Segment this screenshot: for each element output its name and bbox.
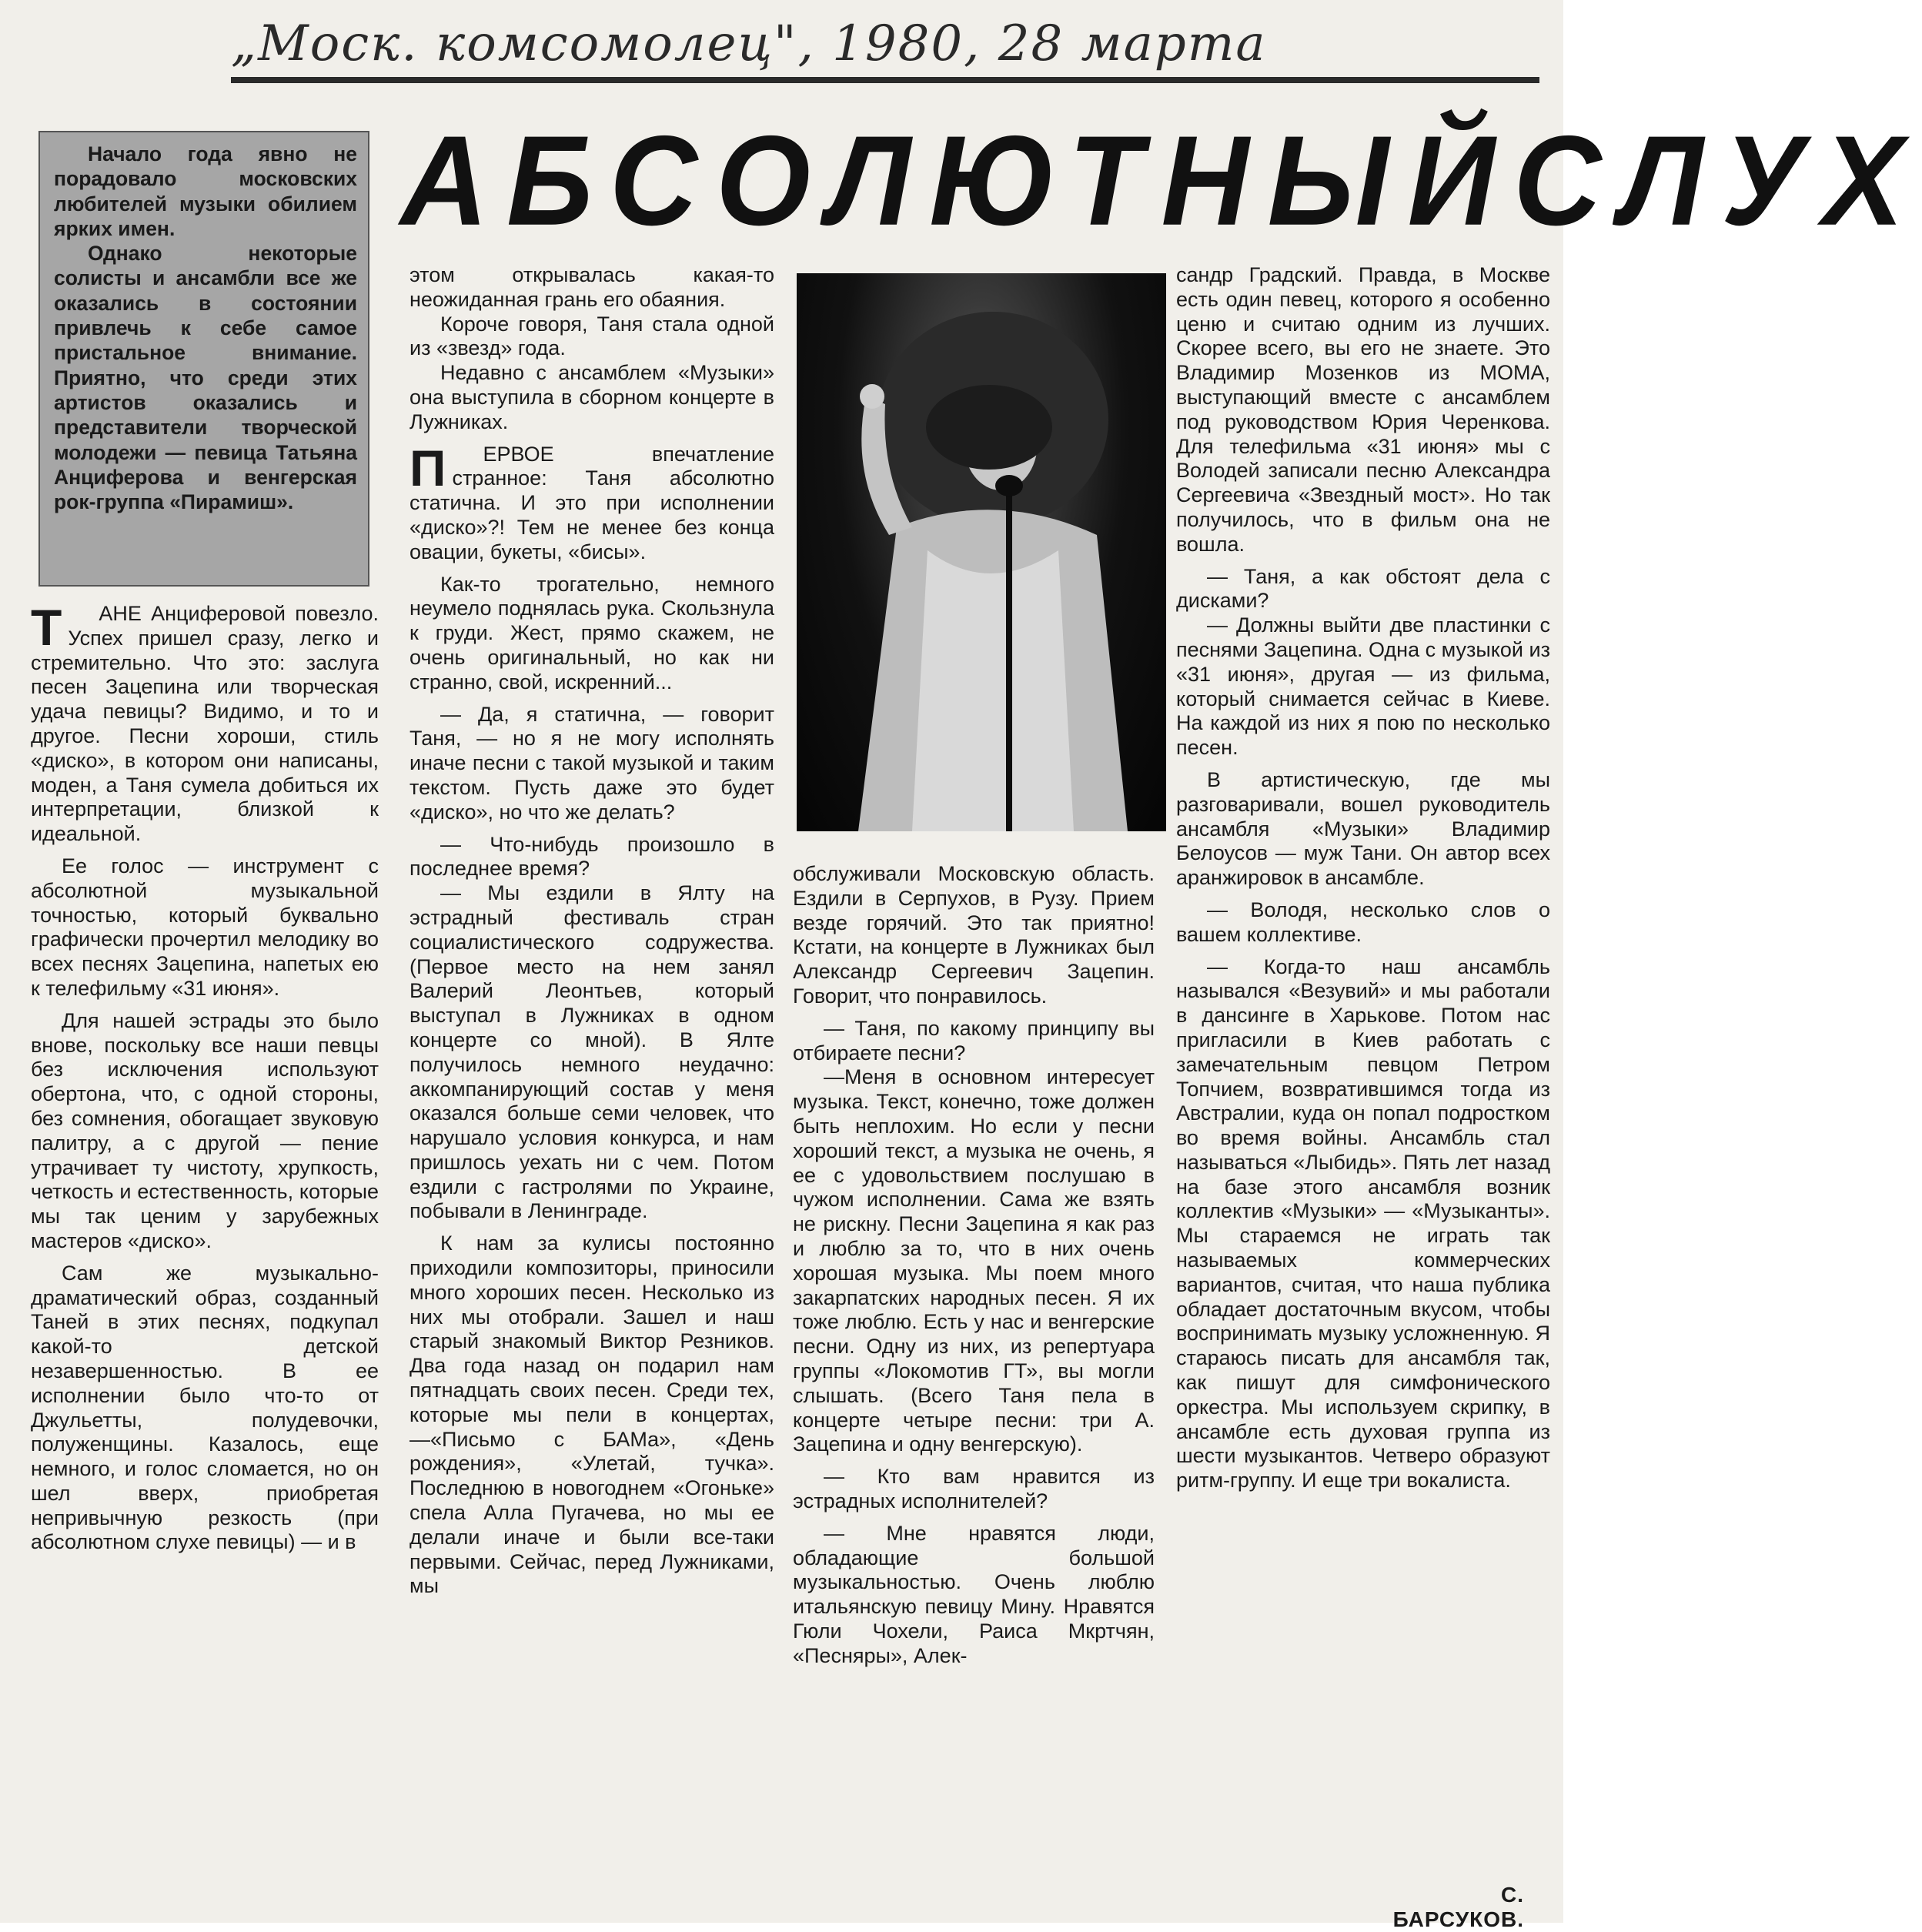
headline-word-1: АБСОЛЮТНЫЙ	[400, 109, 1514, 252]
headline	[400, 109, 1922, 252]
col1-paragraph-1: Т АНЕ Анциферовой повезло. Успех пришел сразу, легко и стремительно. Что это: заслуга песен Зацепина или творческая удача певицы? Видимо, и то и другое. Песни хороши, стиль «диско», в котором они написаны, моден, а Таня сумела добиться их интерпретации, близкой к идеальной.	[31, 599, 379, 846]
column-2	[409, 263, 774, 1599]
handwritten-source-note: „Моск. комсомолец", 1980, 28 марта	[231, 15, 1267, 72]
col3-paragraph-4: — Кто вам нравится из эстрадных исполнителей?	[793, 1465, 1155, 1513]
column-1	[31, 599, 379, 1555]
column-4	[1176, 263, 1550, 1493]
col1-paragraph-3: Для нашей эстрады это было внове, поскольку все наши певцы без исключения используют обертона, что, с одной стороны, без сомнения, обогащает звуковую палитру, а с другой — пение утрачивает ту чистоту, хрупкость, четкость и естественность, которые мы так ценим у зарубежных мастеров «диско».	[31, 1008, 379, 1252]
col4-paragraph-5: — Володя, несколько слов о вашем коллективе.	[1176, 897, 1550, 946]
col4-paragraph-1: сандр Градский. Правда, в Москве есть один певец, которого я особенно ценю и считаю одним из лучших. Скорее всего, вы его не знаете. Это Владимир Мозенков из МОМА, выступающий вместе с ансамблем под руководством Юрия Черенкова. Для телефильма «31 июня» мы с Володей записали песню Александра Сергеевича «Звездный мост». Но так получилось, что в фильм она не вошла.	[1176, 263, 1550, 556]
lead-paragraph-1: Начало года явно не порадовало московских любителей музыки обилием ярких имен.	[54, 142, 357, 240]
col4-paragraph-4: В артистическую, где мы разговаривали, вошел руководитель ансамбля «Музыки» Владимир Белоусов — муж Тани. Он автор всех аранжировок в ансамбле.	[1176, 767, 1550, 890]
col3-paragraph-1: обслуживали Московскую область. Ездили в Серпухов, в Рузу. Прием везде горячий. Это так приятно! Кстати, на концерте в Лужниках был Александр Сергеевич Зацепин. Говорит, что понравилось.	[793, 862, 1155, 1008]
col3-paragraph-2: — Таня, по какому принципу вы отбираете песни?	[793, 1016, 1155, 1065]
col4-paragraph-2: — Таня, а как обстоят дела с дисками?	[1176, 564, 1550, 613]
col2-paragraph-4: П ЕРВОЕ впечатление странное: Таня абсолютно статична. И это при исполнении «диско»?! Тем не менее без конца овации, букеты, «бисы».	[409, 439, 774, 563]
col4-paragraph-6: — Когда-то наш ансамбль назывался «Везувий» и мы работали в дансинге в Харькове. Потом нас пригласили в Киев работать с замечательным певцом Петром Топчием, возвратившимся тогда из Австралии, куда он попал подростком во время войны. Ансамбль стал называться «Лыбидь». Пять лет назад на базе этого ансамбля возник коллектив «Музыки» — «Музыканты». Мы стараемся не играть так называемых коммерческих вариантов, считая, что наша публика обладает достаточным вкусом, чтобы воспринимать музыку усложненную. Я стараюсь писать для ансамбля так, как пишут для симфонического оркестра. Мы используем скрипку, в ансамбле есть духовая группа из шести музыкантов. Четверо образуют ритм-группу. И еще три вокалиста.	[1176, 954, 1550, 1492]
byline: С. БАРСУКОВ.	[1392, 1883, 1524, 1931]
col2-paragraph-3: Недавно с ансамблем «Музыки» она выступила в сборном концерте в Лужниках.	[409, 361, 774, 433]
col3-paragraph-5: — Мне нравятся люди, обладающие большой музыкальностью. Очень люблю итальянскую певицу Мину. Нравятся Гюли Чохели, Раиса Мкртчян, «Песняры», Алек-	[793, 1521, 1155, 1667]
lead-paragraph-2: Однако некоторые солисты и ансамбли все же оказались в состоянии привлечь к себе самое пристальное внимание. Приятно, что среди этих артистов оказались и представители творческой молодежи — певица Татьяна Анциферова и венгерская рок-группа «Пирамиш».	[54, 242, 357, 514]
col2-paragraph-6: — Да, я статична, — говорит Таня, — но я не могу исполнять иначе песни с такой музыкой и таким текстом. Пусть даже это будет «диско», но что же делать?	[409, 702, 774, 824]
dropcap-t: Т	[31, 599, 62, 656]
col1-paragraph-2: Ее голос — инструмент с абсолютной музыкальной точностью, который буквально графически прочертил мелодику во всех песнях Зацепина, напетых ею к телефильму «31 июня».	[31, 854, 379, 1000]
col2-paragraph-5: Как-то трогательно, немного неумело поднялась рука. Скользнула к груди. Жест, прямо скажем, не очень оригинальный, но как ни странно, свой, искренний...	[409, 572, 774, 694]
top-rule	[231, 77, 1539, 83]
headline-word-2: СЛУХ	[1513, 109, 1922, 252]
col4-paragraph-3: — Должны выйти две пластинки с песнями Зацепина. Одна с музыкой из «31 июня», другая — из фильма, который снимается сейчас в Киеве. На каждой из них я пою по несколько песен.	[1176, 613, 1550, 760]
lead-box	[38, 131, 369, 587]
col2-paragraph-9: К нам за кулисы постоянно приходили композиторы, приносили много хороших песен. Несколько из них мы отобрали. Зашел и наш старый знакомый Виктор Резников. Два года назад он подарил нам пятнадцать своих песен. Среди тех, которые мы пели в концертах,—«Письмо с БАМа», «День рождения», «Улетай, тучка». Последнюю в новогоднем «Огоньке» спела Алла Пугачева, но мы ее делали иначе и были все-таки первыми. Сейчас, перед Лужниками, мы	[409, 1232, 774, 1598]
performer-photo	[797, 273, 1166, 831]
col2-paragraph-8: — Мы ездили в Ялту на эстрадный фестиваль стран социалистического содружества. (Первое место на нем занял Валерий Леонтьев, который выступал в Лужниках в одном концерте со мной). В Ялте получилось немного неудачно: аккомпанирующий состав у меня оказался больше семи человек, что нарушало условия конкурса, и нам пришлось уехать ни с чем. Потом ездили с гастролями по Украине, побывали в Ленинграде.	[409, 881, 774, 1223]
dropcap-p: П	[409, 439, 446, 496]
col1-paragraph-4: Сам же музыкально-драматический образ, созданный Таней в этих песнях, подкупал какой-то детской незавершенностью. В ее исполнении было что-то от Джульетты, полудевочки, полуженщины. Казалось, еще немного, и голос сломается, но он шел вверх, приобретая непривычную резкость (при абсолютном слухе певицы) — и в	[31, 1261, 379, 1554]
column-3	[793, 862, 1155, 1669]
col2-paragraph-2: Короче говоря, Таня стала одной из «звезд» года.	[409, 312, 774, 360]
col2-paragraph-7: — Что-нибудь произошло в последнее время?	[409, 832, 774, 881]
col2-paragraph-1: этом открывалась какая-то неожиданная грань его обаяния.	[409, 263, 774, 311]
col3-paragraph-3: —Меня в основном интересует музыка. Текст, конечно, тоже должен быть неплохим. Но если у песни хороший текст, а музыка не очень, я ее с удовольствием послушаю в чужом исполнении. Сама же взять не рискну. Песни Зацепина я как раз и люблю за то, что в них очень хорошая музыка. Мы поем много закарпатских народных песен. Я их тоже люблю. Есть у нас и венгерские песни. Одну из них, из репертуара группы «Локомотив ГТ», вы могли слышать. (Всего Таня пела в концерте четыре песни: три А. Зацепина и одну венгерскую).	[793, 1065, 1155, 1456]
